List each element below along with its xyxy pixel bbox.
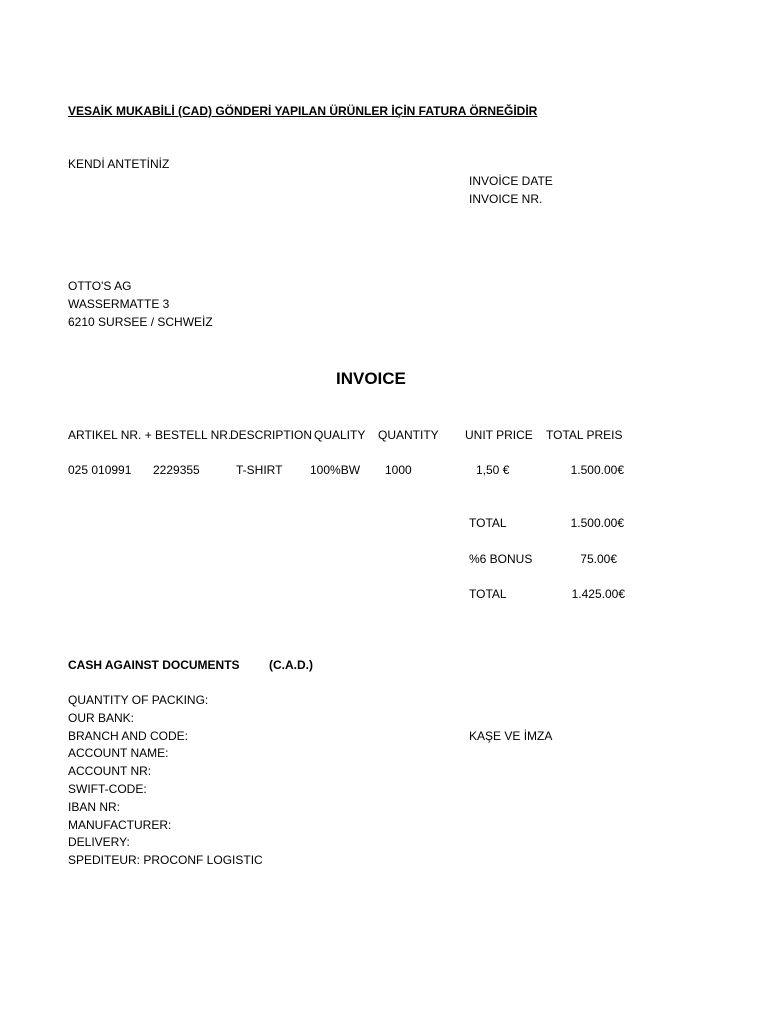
- row-unit-price: 1,50 €: [476, 463, 510, 477]
- header-quality: QUALITY: [314, 428, 366, 442]
- account-name-label: ACCOUNT NAME:: [68, 746, 169, 761]
- subtotal-value: 1.500.00€: [570, 516, 624, 530]
- grand-total-value: 1.425.00€: [571, 587, 625, 601]
- invoice-meta: [469, 173, 553, 209]
- manufacturer-label: MANUFACTURER:: [68, 817, 172, 832]
- header-unit-price: UNIT PRICE: [465, 428, 533, 442]
- document-title: VESAİK MUKABİLİ (CAD) GÖNDERİ YAPILAN ÜRÜNLER İÇİN FATURA ÖRNEĞİDİR: [68, 104, 538, 118]
- invoice-date-label: INVOİCE DATE: [469, 174, 553, 188]
- invoice-heading: INVOICE: [336, 369, 406, 388]
- payment-terms-abbr: (C.A.D.): [269, 658, 313, 672]
- row-artikel-nr: 025 010991: [68, 463, 132, 477]
- recipient-street: WASSERMATTE 3: [68, 296, 170, 311]
- iban-nr-label: IBAN NR:: [68, 799, 121, 814]
- delivery-label: DELIVERY:: [68, 835, 130, 850]
- quantity-of-packing-label: QUANTITY OF PACKING:: [68, 693, 209, 707]
- bank-details-list: [68, 692, 263, 870]
- row-total-price: 1.500.00€: [570, 463, 624, 477]
- account-nr-label: ACCOUNT NR:: [68, 764, 152, 779]
- row-bestell-nr: 2229355: [153, 463, 200, 477]
- subtotal-label: TOTAL: [469, 516, 507, 530]
- recipient-company: OTTO'S AG: [68, 279, 132, 293]
- header-quantity: QUANTITY: [378, 428, 439, 442]
- grand-total-label: TOTAL: [469, 587, 507, 601]
- header-artikel-bestell: ARTIKEL NR. + BESTELL NR.: [68, 428, 232, 442]
- header-total-price: TOTAL PREIS: [546, 428, 623, 442]
- payment-terms-label: CASH AGAINST DOCUMENTS: [68, 658, 240, 672]
- recipient-city: 6210 SURSEE / SCHWEİZ: [68, 314, 213, 329]
- invoice-number-label: INVOICE NR.: [469, 191, 543, 206]
- our-bank-label: OUR BANK:: [68, 710, 135, 725]
- bonus-label: %6 BONUS: [469, 552, 533, 566]
- bonus-value: 75.00€: [580, 552, 617, 566]
- row-quality: 100%BW: [310, 463, 361, 477]
- row-quantity: 1000: [385, 463, 412, 477]
- recipient-address: [68, 278, 213, 331]
- stamp-signature-label: KAŞE VE İMZA: [469, 729, 553, 743]
- header-description: DESCRIPTION: [230, 428, 313, 442]
- swift-code-label: SWIFT-CODE:: [68, 781, 147, 796]
- letterhead-placeholder: KENDİ ANTETİNİZ: [68, 157, 170, 171]
- speditor-label: SPEDITEUR: PROCONF LOGISTIC: [68, 853, 263, 868]
- row-description: T-SHIRT: [236, 463, 283, 477]
- branch-and-code-label: BRANCH AND CODE:: [68, 728, 189, 743]
